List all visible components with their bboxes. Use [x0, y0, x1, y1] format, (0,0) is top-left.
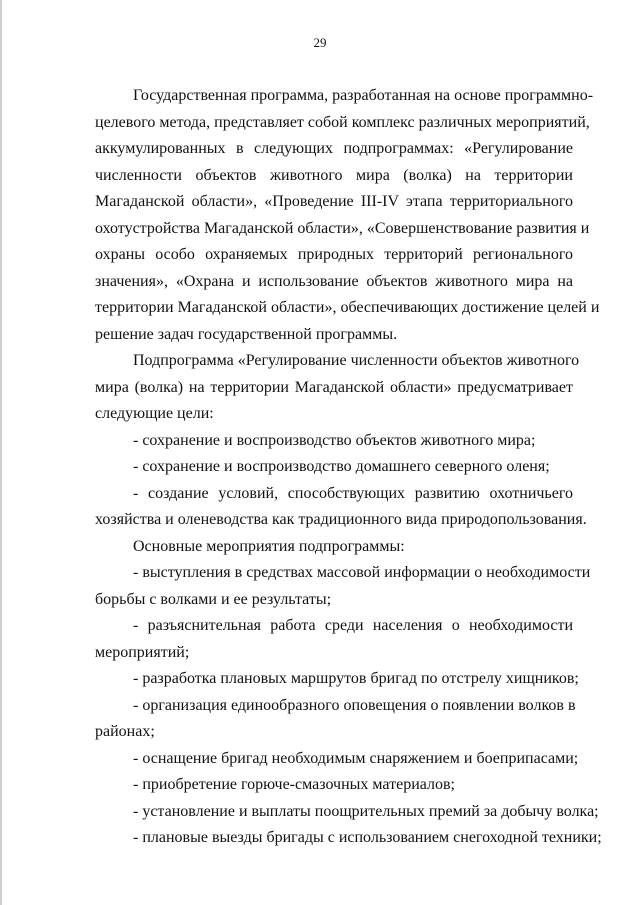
text-line: - организация единообразного оповещения о появлении волков в [133, 697, 576, 714]
text-line: территории Магаданской области», обеспечивающих достижение целей и [95, 299, 600, 316]
text-line: целевого метода, представляет собой комплекс различных мероприятий, [95, 114, 590, 131]
text-line: Подпрограмма «Регулирование численности объектов животного [133, 352, 580, 369]
text-line: охраны особо охраняемых природных территорий регионального [95, 246, 573, 263]
text-line: - сохранение и воспроизводство домашнего северного оленя; [133, 458, 550, 475]
text-line: - создание условий, способствующих развитию охотничьего [133, 485, 573, 502]
text-line: аккумулированных в следующих подпрограммах: «Регулирование [95, 140, 573, 157]
text-line: борьбы с волками и ее результаты; [95, 591, 332, 608]
text-line: - установление и выплаты поощрительных премий за добычу волка; [133, 803, 599, 820]
text-line: решение задач государственной программы. [95, 326, 398, 343]
text-line: Государственная программа, разработанная на основе программно- [133, 87, 594, 104]
text-line: мира (волка) на территории Магаданской области» предусматривает [95, 379, 573, 396]
text-line: хозяйства и оленеводства как традиционного вида природопользования. [95, 511, 587, 528]
text-line: Магаданской области», «Проведение III-IV этапа территориального [95, 193, 573, 210]
text-line: Основные мероприятия подпрограммы: [133, 538, 405, 555]
text-line: - выступления в средствах массовой информации о необходимости [133, 564, 591, 581]
scan-edge-mark [0, 0, 2, 905]
page-number: 29 [313, 35, 327, 50]
text-line: - разъяснительная работа среди населения о необходимости [133, 617, 573, 634]
text-line: - оснащение бригад необходимым снаряжением и боеприпасами; [133, 750, 579, 767]
text-line: следующие цели: [95, 405, 214, 422]
text-line: - приобретение горюче-смазочных материалов; [133, 776, 455, 793]
text-line: мероприятий; [95, 644, 190, 661]
text-line: - разработка плановых маршрутов бригад по отстрелу хищников; [133, 670, 579, 687]
text-line: охотустройства Магаданской области», «Совершенствование развития и [95, 220, 590, 237]
text-line: численности объектов животного мира (волка) на территории [95, 167, 573, 184]
text-line: районах; [95, 723, 155, 740]
text-line: значения», «Охрана и использование объектов животного мира на [95, 273, 573, 290]
text-line: - сохранение и воспроизводство объектов животного мира; [133, 432, 536, 449]
text-line: - плановые выезды бригады с использованием снегоходной техники; [133, 829, 602, 846]
